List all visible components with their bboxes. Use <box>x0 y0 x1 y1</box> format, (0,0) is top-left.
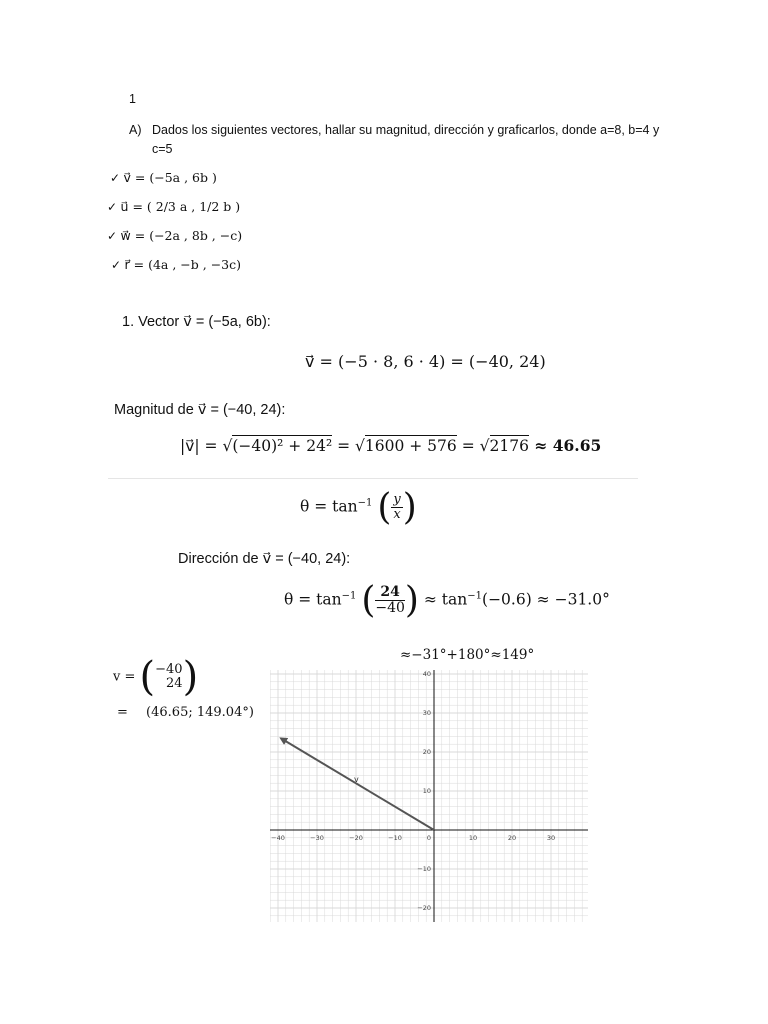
theta-lhs: θ = tan <box>300 497 358 516</box>
polar-equals: = <box>117 705 128 720</box>
magnitude-heading: Magnitud de v⃗ = (−40, 24): <box>114 402 286 418</box>
question-text <box>152 123 672 156</box>
paren-left-icon: ( <box>361 580 376 621</box>
magnitude-mid-2: = <box>456 437 480 455</box>
column-vector-top: −40 <box>155 661 183 677</box>
polar-value: (46.65; 149.04°) <box>146 705 254 720</box>
y-tick-label: −10 <box>417 865 431 873</box>
x-tick-label: 30 <box>546 834 556 842</box>
y-tick-label: −20 <box>417 904 431 912</box>
vector-item-v <box>110 170 242 199</box>
paren-right-icon: ) <box>404 580 419 621</box>
column-vector-label: v = <box>113 669 136 685</box>
x-tick-label: 0 <box>426 834 432 842</box>
magnitude-mid: = <box>332 437 355 455</box>
magnitude-equation <box>180 436 601 455</box>
question-text-line2: c=5 <box>152 142 173 156</box>
vector-list <box>107 170 243 286</box>
vector-item-w <box>107 228 242 257</box>
direction-rest: (−0.6) ≈ −31.0° <box>482 590 610 609</box>
sqrt-icon: √ <box>222 437 233 455</box>
direction-fraction <box>375 585 405 617</box>
angle-adjustment: ≈−31°+180°≈149° <box>400 647 535 663</box>
y-tick-label: 40 <box>422 670 431 678</box>
vector-item-r <box>111 257 242 286</box>
sqrt-icon: √ <box>355 437 365 455</box>
graph-axes <box>270 670 588 922</box>
theta-equation <box>300 487 417 528</box>
paren-right-icon: ) <box>182 654 199 700</box>
polar-form <box>117 705 254 720</box>
direction-exponent: −1 <box>341 590 357 602</box>
question-marker: A) <box>129 123 142 137</box>
sqrt-icon: √ <box>479 437 490 455</box>
theta-numerator: y <box>393 491 401 507</box>
vector-graph <box>270 670 588 922</box>
column-vector-values <box>155 663 182 692</box>
x-tick-label: −30 <box>310 834 324 842</box>
divider <box>108 478 638 479</box>
theta-denominator: x <box>393 507 401 522</box>
magnitude-root-1: (−40)² + 24² <box>232 437 333 455</box>
vector-r-definition: r⃗ = (4a , −b , −3c) <box>124 257 242 272</box>
paren-left-icon: ( <box>377 487 392 528</box>
direction-exponent-2: −1 <box>467 590 483 602</box>
check-icon: ✓ <box>110 171 121 185</box>
direction-equation <box>284 580 610 621</box>
check-icon: ✓ <box>107 200 118 214</box>
y-tick-label: 10 <box>422 787 431 795</box>
magnitude-root-3: 2176 <box>489 437 529 455</box>
direction-heading: Dirección de v⃗ = (−40, 24): <box>178 551 351 567</box>
vector-v-definition: v⃗ = (−5a , 6b ) <box>123 170 217 185</box>
question-text-line1: Dados los siguientes vectores, hallar su magnitud, dirección y graficarlos, donde a=8, b=4 y <box>152 123 660 137</box>
magnitude-lhs: |v⃗| = <box>180 437 223 455</box>
x-tick-label: −20 <box>349 834 363 842</box>
x-tick-label: −10 <box>388 834 402 842</box>
y-tick-label: 30 <box>422 709 431 717</box>
theta-exponent: −1 <box>357 497 373 509</box>
x-tick-label: −40 <box>271 834 285 842</box>
vector-u-definition: u⃗ = ( 2/3 a , 1/2 b ) <box>120 199 241 214</box>
magnitude-result: ≈ 46.65 <box>528 436 602 455</box>
x-tick-label: 10 <box>468 834 478 842</box>
substitution-equation: v⃗ = (−5 · 8, 6 · 4) = (−40, 24) <box>305 352 546 371</box>
x-tick-label: 20 <box>507 834 517 842</box>
magnitude-root-2: 1600 + 576 <box>364 437 457 455</box>
paren-left-icon: ( <box>139 654 156 700</box>
column-vector-bottom: 24 <box>166 676 183 691</box>
check-icon: ✓ <box>111 258 122 272</box>
paren-right-icon: ) <box>402 487 417 528</box>
direction-mid: ≈ tan <box>418 590 468 609</box>
page-number: 1 <box>129 92 136 106</box>
column-vector <box>113 654 198 700</box>
vector-label: v <box>354 775 359 785</box>
graph-grid <box>270 670 588 922</box>
check-icon: ✓ <box>107 229 118 243</box>
theta-fraction <box>391 493 402 523</box>
y-tick-label: 20 <box>422 748 431 756</box>
direction-numerator: 24 <box>375 585 405 601</box>
vector-w-definition: w⃗ = (−2a , 8b , −c) <box>120 228 243 243</box>
vector-item-u <box>107 199 242 228</box>
direction-denominator: −40 <box>375 600 405 616</box>
direction-lhs: θ = tan <box>284 590 342 609</box>
section-heading: 1. Vector v⃗ = (−5a, 6b): <box>122 314 271 330</box>
